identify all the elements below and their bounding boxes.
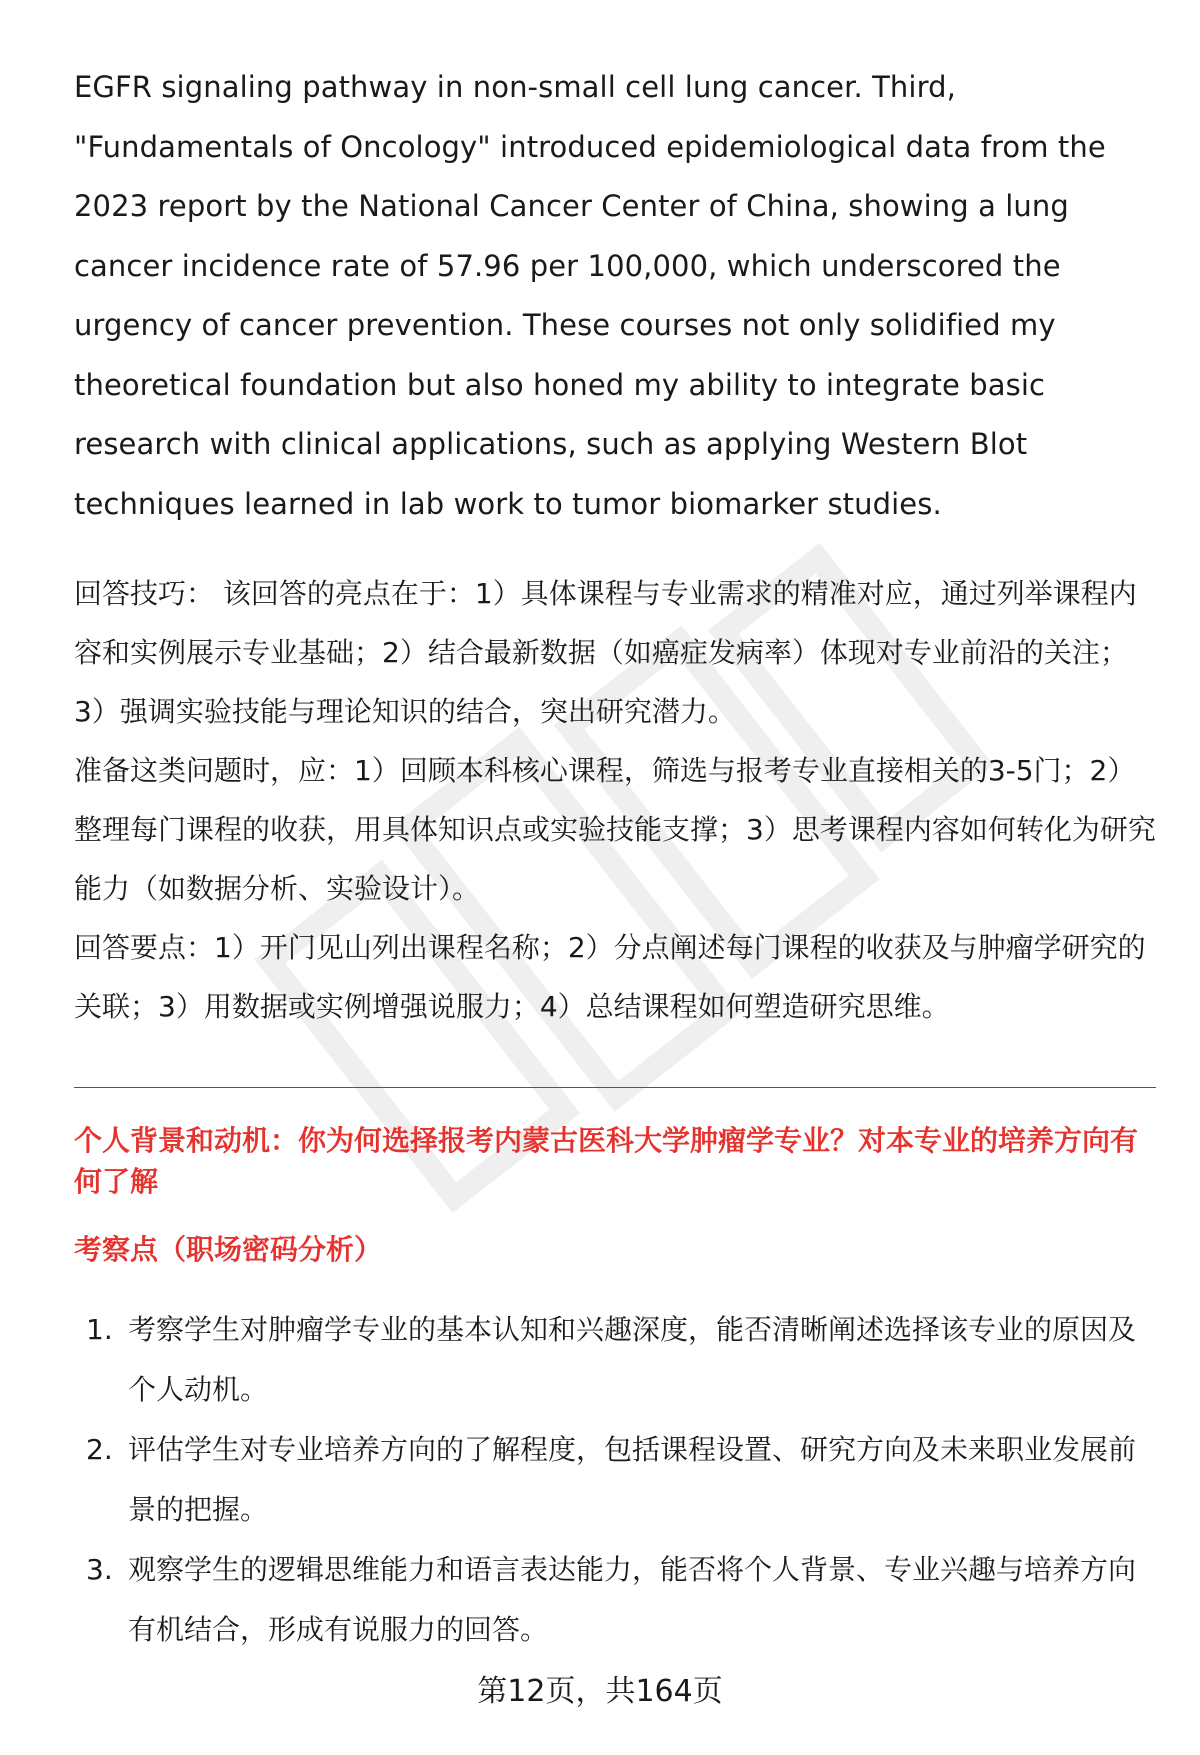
key-points-text: 回答要点：1）开门见山列出课程名称；2）分点阐述每门课程的收获及与肿瘤学研究的关联；3）用数据或实例增强说服力；4）总结课程如何塑造研究思维。 [74, 931, 1146, 1023]
question-heading: 个人背景和动机：你为何选择报考内蒙古医科大学肿瘤学专业？对本专业的培养方向有何了解 [74, 1124, 1139, 1198]
list-item-text: 观察学生的逻辑思维能力和语言表达能力，能否将个人背景、专业兴趣与培养方向有机结合，形成有说服力的回答。 [128, 1553, 1137, 1646]
list-item-number: 3. [86, 1553, 113, 1586]
page-number: 第12页，共164页 [477, 1674, 723, 1709]
list-item-text: 评估学生对专业培养方向的了解程度，包括课程设置、研究方向及未来职业发展前景的把握。 [128, 1433, 1137, 1526]
list-item-number: 1. [86, 1313, 113, 1346]
preparation-text: 准备这类问题时，应：1）回顾本科核心课程，筛选与报考专业直接相关的3-5门；2）整理每门课程的收获，用具体知识点或实验技能支撑；3）思考课程内容如何转化为研究能力（如数据分析、实验设计）。 [74, 754, 1156, 905]
answer-tips [74, 564, 1156, 1036]
list-item-number: 2. [86, 1433, 113, 1466]
question-section [74, 1120, 1156, 1660]
assessment-list [74, 1300, 1156, 1660]
list-item [74, 1420, 1156, 1540]
answer-technique-text: 回答技巧： 该回答的亮点在于：1）具体课程与专业需求的精准对应，通过列举课程内容和实例展示专业基础；2）结合最新数据（如癌症发病率）体现对专业前沿的关注；3）强调实验技能与理论知识的结合，突出研究潜力。 [74, 577, 1137, 728]
list-item [74, 1540, 1156, 1660]
list-item [74, 1300, 1156, 1420]
section-divider [74, 1087, 1156, 1088]
intro-paragraph: EGFR signaling pathway in non-small cell lung cancer. Third, "Fundamentals of Oncology" introduced epidemiological data from the 2023 report by the National Cancer Center of China, showing a lung cancer incidence rate of 57.96 per 100,000, which underscored the urgency of cancer prevention. These courses not only solidified my theoretical foundation but also honed my ability to integrate basic research with clinical applications, such as applying Western Blot techniques learned in lab work to tumor biomarker studies. [74, 70, 1106, 521]
assessment-subheading: 考察点（职场密码分析） [74, 1233, 383, 1266]
page-content [74, 58, 1156, 1036]
list-item-text: 考察学生对肿瘤学专业的基本认知和兴趣深度，能否清晰阐述选择该专业的原因及个人动机。 [128, 1313, 1137, 1406]
